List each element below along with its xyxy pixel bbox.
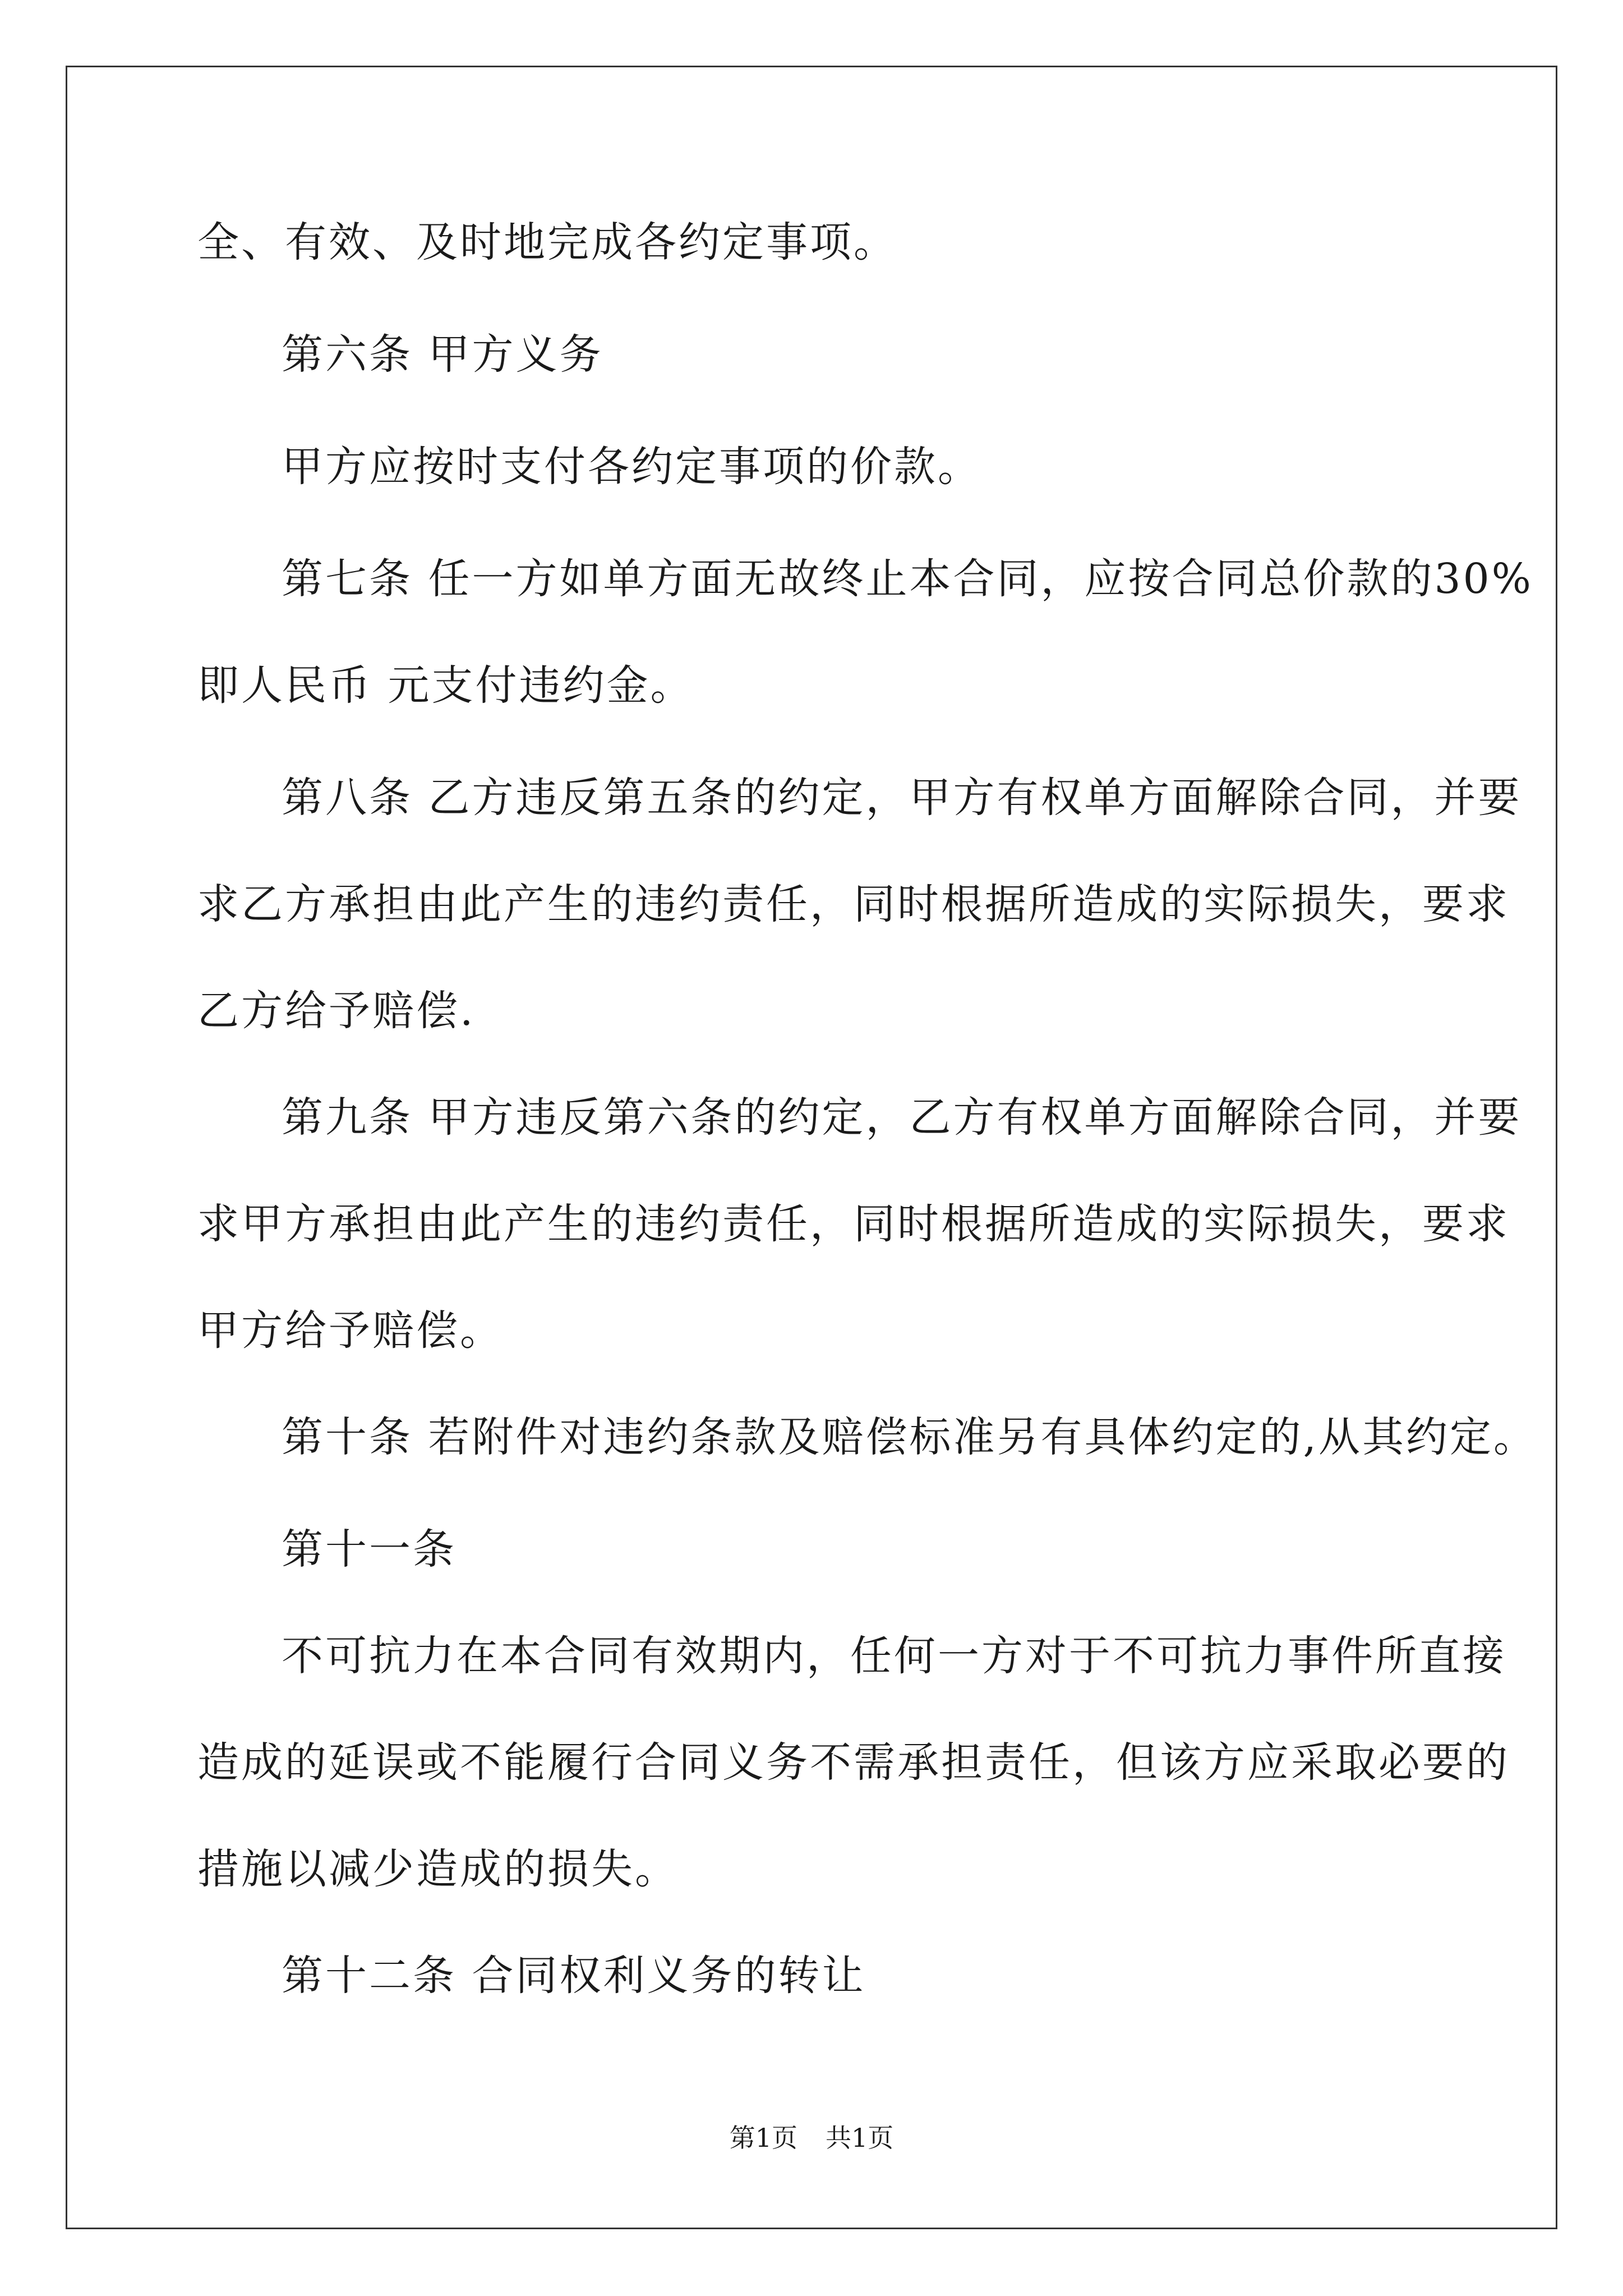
- article-8-line-2: 求乙方承担由此产生的违约责任，同时根据所造成的实际损失，要求: [197, 880, 1510, 928]
- article-12-heading: 第十二条 合同权利义务的转让: [282, 1952, 866, 2000]
- text-line-3: 甲方应按时支付各约定事项的价款。: [282, 443, 981, 491]
- article-11-line-3: 措施以减少造成的损失。: [197, 1845, 679, 1893]
- article-7-line-2: 即人民币 元支付违约金。: [197, 661, 694, 710]
- page-number: 第1页: [729, 2123, 797, 2153]
- article-9-line-3: 甲方给予赔偿。: [197, 1306, 504, 1355]
- article-8-line-3: 乙方给予赔偿.: [197, 987, 476, 1035]
- article-7-line-1: 第七条 任一方如单方面无故终止本合同，应按合同总价款的30%: [282, 555, 1533, 603]
- article-10-line: 第十条 若附件对违约条款及赔偿标准另有具体约定的,从其约定。: [282, 1413, 1538, 1461]
- article-9-line-2: 求甲方承担由此产生的违约责任，同时根据所造成的实际损失，要求: [197, 1200, 1510, 1248]
- page-total: 共1页: [826, 2123, 894, 2153]
- article-11-line-2: 造成的延误或不能履行合同义务不需承担责任，但该方应采取必要的: [197, 1738, 1510, 1787]
- page-footer: [0, 2125, 1623, 2151]
- text-line-1: 全、有效、及时地完成各约定事项。: [197, 218, 897, 266]
- article-8-line-1: 第八条 乙方违反第五条的约定，甲方有权单方面解除合同，并要: [282, 774, 1522, 822]
- article-11-line-1: 不可抗力在本合同有效期内，任何一方对于不可抗力事件所直接: [282, 1632, 1506, 1680]
- article-11-heading: 第十一条: [282, 1525, 457, 1573]
- page-border: [66, 66, 1557, 2229]
- article-9-line-1: 第九条 甲方违反第六条的约定，乙方有权单方面解除合同，并要: [282, 1093, 1522, 1142]
- article-6-heading: 第六条 甲方义务: [282, 330, 603, 379]
